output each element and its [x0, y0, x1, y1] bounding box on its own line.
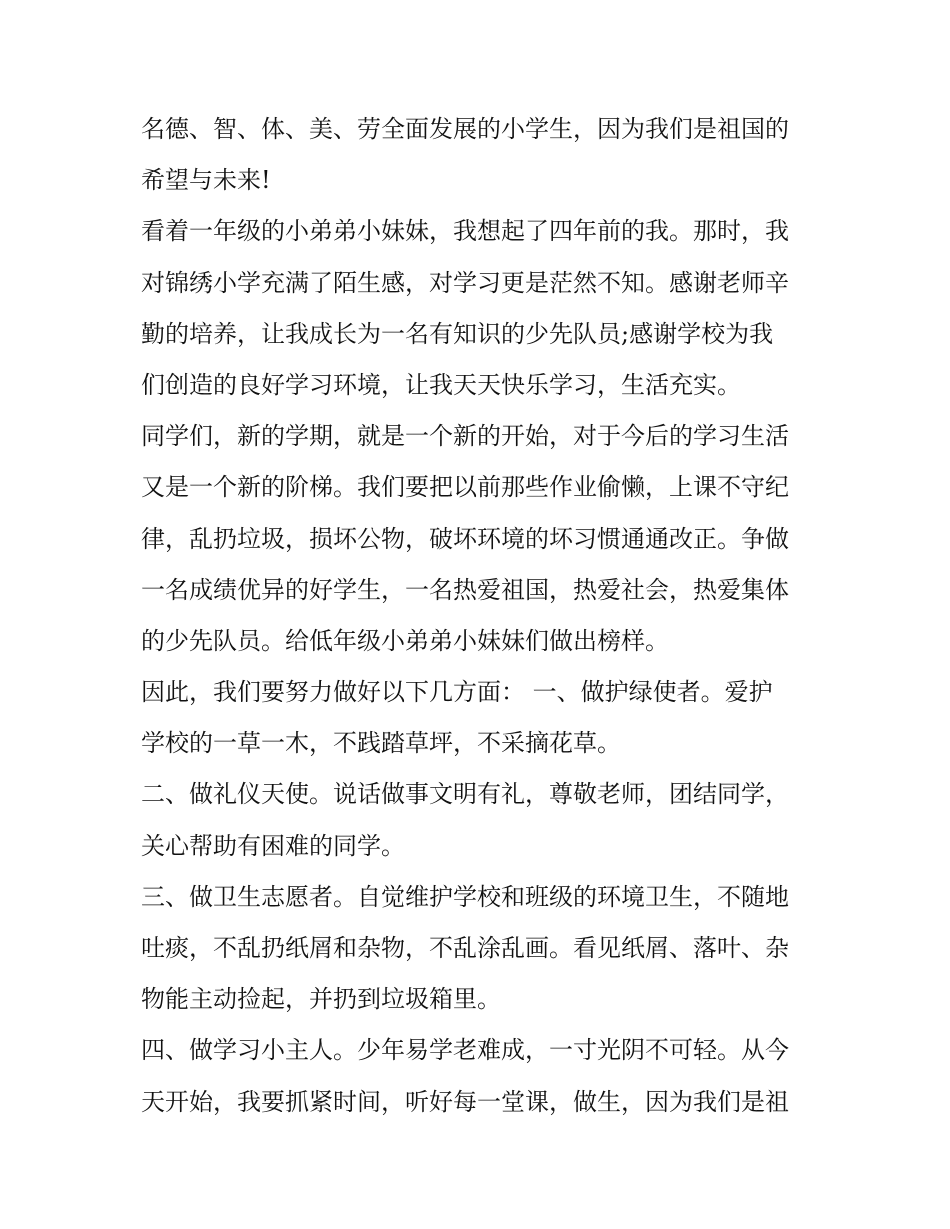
- text-line: 的少先队员。给低年级小弟弟小妹妹们做出榜样。: [141, 626, 669, 655]
- text-line: 们创造的良好学习环境，让我天天快乐学习，生活充实。: [141, 370, 741, 399]
- text-line: 因此，我们要努力做好以下几方面： 一、做护绿使者。爱护: [141, 678, 773, 707]
- text-line: 名德、智、体、美、劳全面发展的小学生，因为我们是祖国的: [141, 115, 789, 143]
- text-line: 同学们，新的学期，就是一个新的开始，对于今后的学习生活: [141, 422, 789, 451]
- text-line: 二、做礼仪天使。说话做事文明有礼，尊敬老师，团结同学，: [141, 780, 789, 809]
- text-line: 四、做学习小主人。少年易学老难成，一寸光阴不可轻。从今: [141, 1036, 789, 1065]
- text-line: 三、做卫生志愿者。自觉维护学校和班级的环境卫生，不随地: [141, 882, 789, 911]
- text-line: 又是一个新的阶梯。我们要把以前那些作业偷懒，上课不守纪: [141, 473, 789, 502]
- text-line: 关心帮助有困难的同学。: [141, 831, 405, 860]
- text-line: 看着一年级的小弟弟小妹妹，我想起了四年前的我。那时，我: [141, 217, 789, 246]
- text-line: 律，乱扔垃圾，损坏公物，破坏环境的坏习惯通通改正。争做: [141, 524, 789, 553]
- text-line: 对锦绣小学充满了陌生感，对学习更是茫然不知。感谢老师辛: [141, 268, 789, 297]
- text-line: 希望与未来!: [141, 166, 271, 195]
- text-line: 天开始，我要抓紧时间，听好每一堂课，做生，因为我们是祖: [141, 1087, 789, 1116]
- text-line: 学校的一草一木，不践踏草坪，不采摘花草。: [141, 729, 621, 758]
- text-line: 一名成绩优异的好学生，一名热爱祖国，热爱社会，热爱集体: [141, 575, 789, 604]
- text-line: 勤的培养，让我成长为一名有知识的少先队员;感谢学校为我: [141, 319, 774, 348]
- text-line: 吐痰，不乱扔纸屑和杂物，不乱涂乱画。看见纸屑、落叶、杂: [141, 934, 789, 962]
- text-line: 物能主动捡起，并扔到垃圾箱里。: [141, 985, 501, 1014]
- document-body: [141, 104, 821, 1128]
